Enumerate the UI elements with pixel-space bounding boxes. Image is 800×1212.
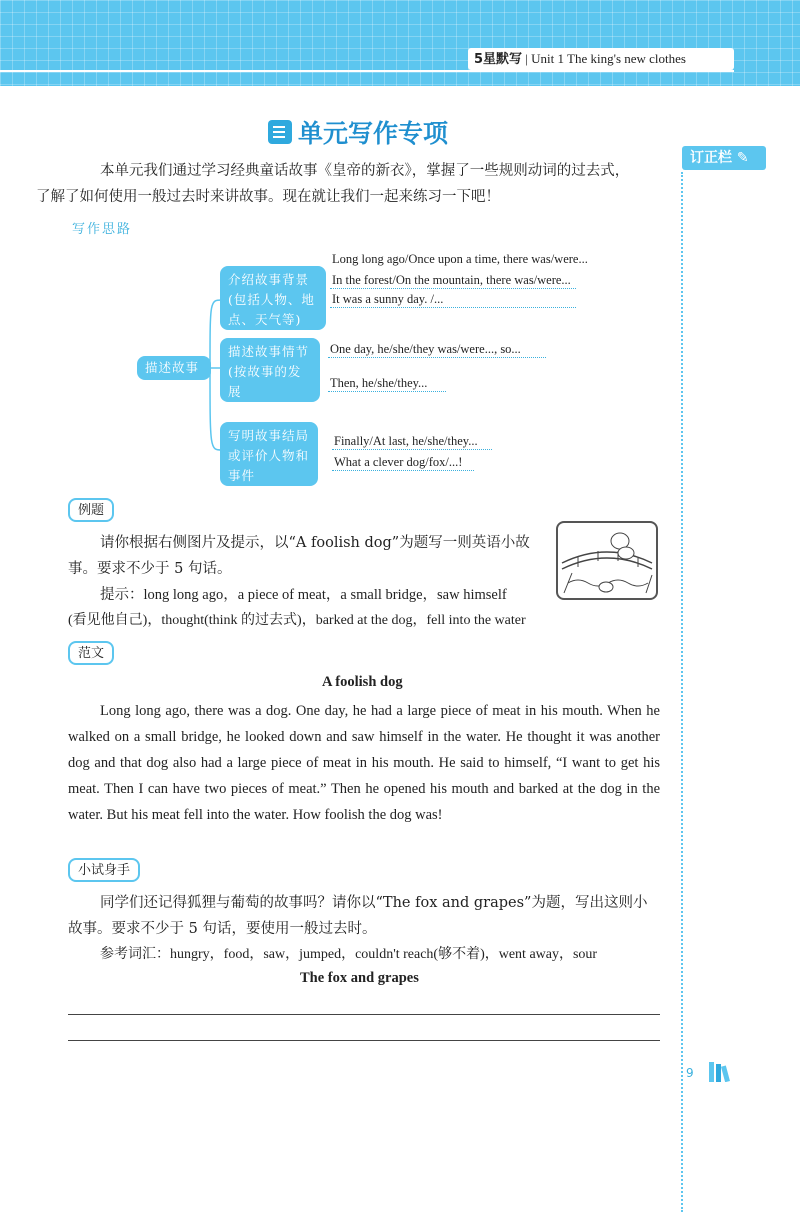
- answer-line[interactable]: [68, 1014, 660, 1015]
- dog-on-bridge-illustration: [556, 521, 658, 600]
- mindmap-branch-background: 介绍故事背景 (包括人物、地 点、天气等): [220, 266, 326, 330]
- model-essay-tag: 范文: [68, 641, 114, 665]
- header-tab: 5星默写 | Unit 1 The king's new clothes: [468, 48, 734, 70]
- page-title: [268, 114, 448, 150]
- series-name: 5星默写: [474, 52, 523, 67]
- practice-tag: 小试身手: [68, 858, 140, 882]
- example-prompt: 请你根据右侧图片及提示，以“A foolish dog”为题写一则英语小故 事。要求不少于 5 句话。 提示：long long ago，a piece of meat，a small bridge，saw himself: [68, 535, 530, 603]
- intro-paragraph: [36, 158, 660, 210]
- answer-line[interactable]: [68, 1040, 660, 1041]
- model-essay-text: Long long ago, there was a dog. One day, he had a large piece of meat in his mouth. When he walked on a small bridge, he looked down and saw himself in the water. He thought it was another dog and that dog also had a large piece of meat in his mouth. He said to himself, “I want to get his meat. Then I can have two pieces of meat.” Then he opened his mouth and barked at the dog in the water. But his meat fell into the water. How foolish the dog was!: [68, 703, 660, 823]
- correction-label: 订正栏: [690, 150, 732, 166]
- example-phrase: Long long ago/Once upon a time, there was/were...: [332, 252, 588, 266]
- model-essay-title: A foolish dog: [322, 674, 403, 690]
- header-band: [0, 0, 800, 86]
- example-phrase: What a clever dog/fox/...!: [334, 455, 463, 469]
- mindmap-branch-ending: 写明故事结局 或评价人物和 事件: [220, 422, 318, 486]
- practice-title: The fox and grapes: [300, 970, 419, 986]
- unit-title: Unit 1 The king's new clothes: [531, 51, 686, 66]
- intro-line: 了解了如何使用一般过去时来讲故事。现在就让我们一起来练习一下吧！: [36, 189, 500, 205]
- correction-tab: [682, 146, 766, 170]
- example-hint-line: (看见他自己)，thought(think 的过去式)，barked at the dog，fell into the water: [68, 613, 526, 628]
- example-tag: 例题: [68, 498, 114, 522]
- example-phrase: One day, he/she/they was/were..., so...: [330, 342, 521, 356]
- mindmap-center-node: 描述故事: [137, 356, 211, 380]
- example-phrase: In the forest/On the mountain, there was/were...: [332, 273, 571, 287]
- example-phrase: Then, he/she/they...: [330, 376, 428, 390]
- correction-sidebar: [676, 140, 796, 1090]
- writing-ideas-label: 写作思路: [72, 222, 133, 237]
- intro-line: 本单元我们通过学习经典童话故事《皇帝的新衣》，掌握了一些规则动词的过去式，: [100, 163, 630, 179]
- books-icon: [708, 1060, 736, 1082]
- page-title-text: 单元写作专项: [298, 119, 449, 148]
- sidebar-dotted-line: [681, 172, 683, 1212]
- practice-prompt: 同学们还记得狐狸与葡萄的故事吗？请你以“The fox and grapes”为题，写出这则小 故事。要求不少于 5 句话，要使用一般过去时。 参考词汇：hungry，food，saw，jumped，couldn't reach(够不着)，went away，sour: [68, 895, 648, 962]
- pencil-icon: ✎: [736, 150, 749, 166]
- mindmap-branch-plot: 描述故事情节 (按故事的发展 顺序): [220, 338, 320, 402]
- example-phrase: Finally/At last, he/she/they...: [334, 434, 478, 448]
- header-divider: [0, 70, 734, 72]
- notebook-icon: [268, 120, 292, 144]
- page-number: 9: [686, 1066, 694, 1080]
- example-phrase: It was a sunny day. /...: [332, 292, 444, 306]
